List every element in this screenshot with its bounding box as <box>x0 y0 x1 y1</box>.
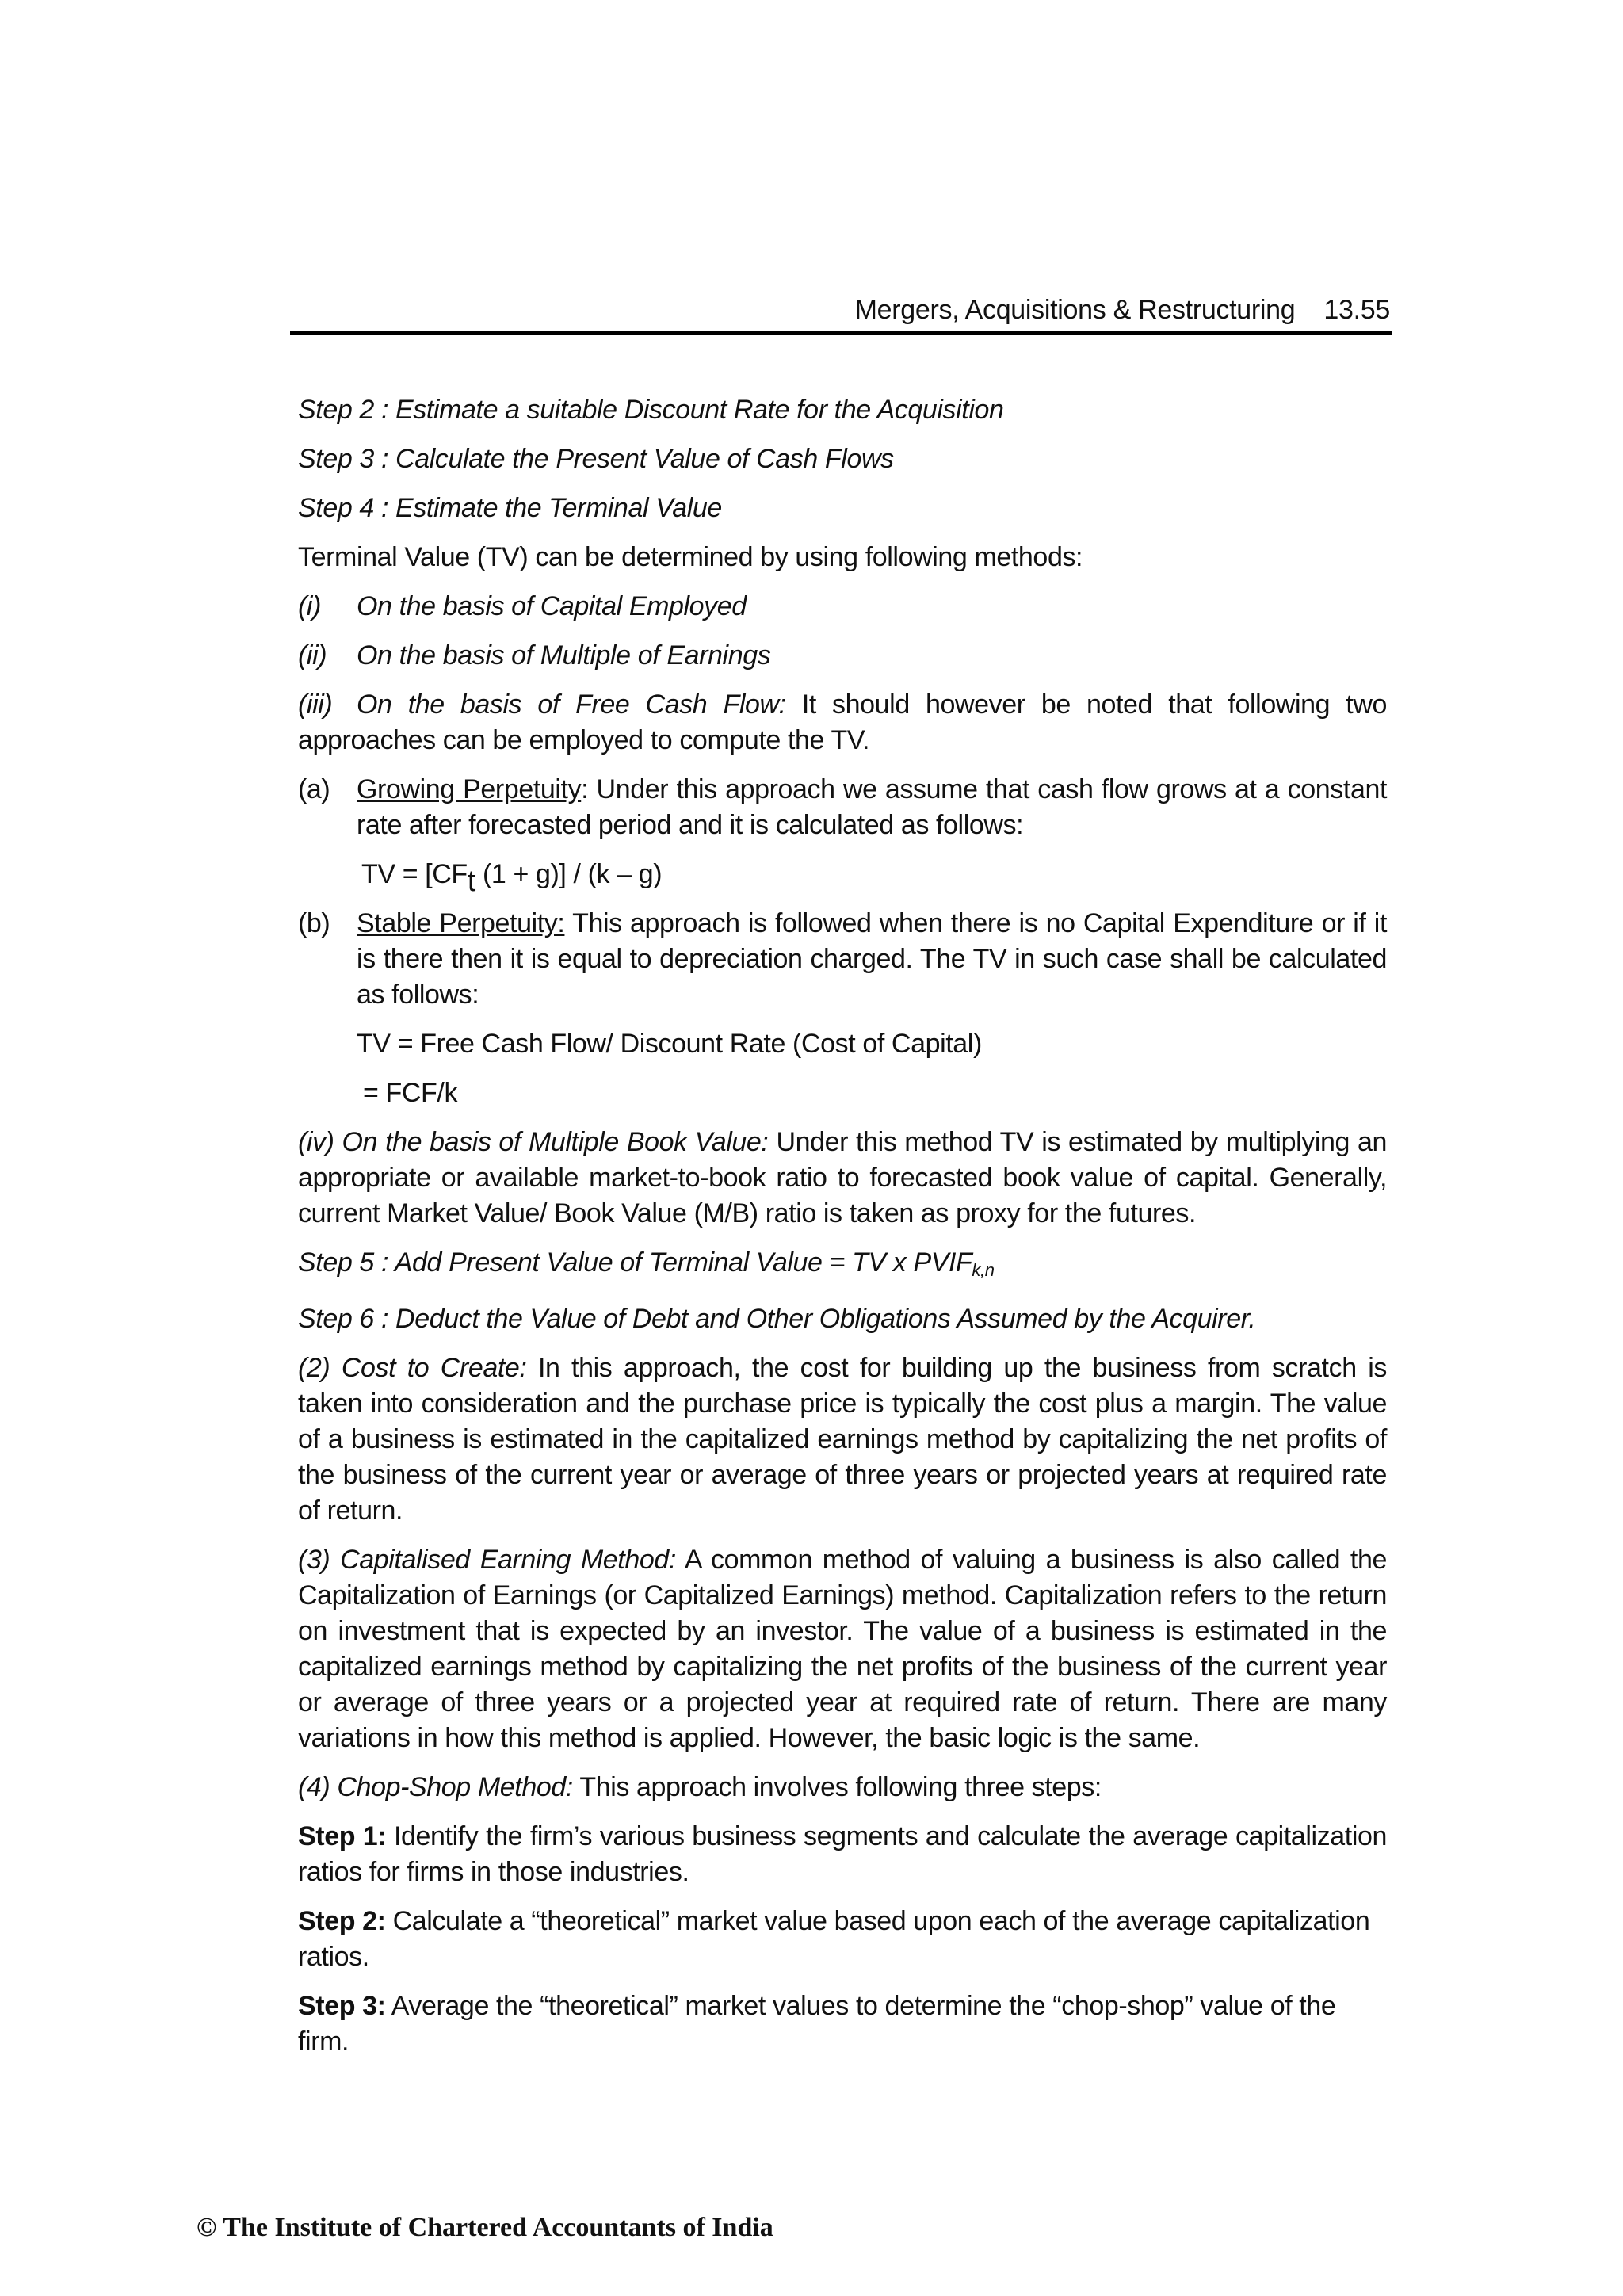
cost-to-create-paragraph: (2) Cost to Create: In this approach, the cost for building up the business from scratch is taken into consideration and the purchase price is typically the cost plus a margin. The value of a business is estimated in the capitalized earnings method by capitalizing the net profits of the business of the current year or average of three years or projected years at required rate of return. <box>298 1353 1387 1526</box>
growing-perpetuity-formula: TV = [CFt (1 + g)] / (k – g) <box>361 859 663 898</box>
copyright-footer: © The Institute of Chartered Accountants of India <box>197 2213 773 2242</box>
step-6-heading: Step 6 : Deduct the Value of Debt and Other Obligations Assumed by the Acquirer. <box>298 1304 1256 1334</box>
stable-perpetuity-item: (b) Stable Perpetuity: This approach is followed when there is no Capital Expenditure or if it is there then it is equal to depreciation charged. The TV in such case shall be calculated as follows: <box>298 906 1387 1013</box>
capitalised-earning-paragraph: (3) Capitalised Earning Method: A common method of valuing a business is also called the Capitalization of Earnings (or Capitalized Earnings) method. Capitalization refers to the return on investment that is expected by an investor. The value of a business is estimated in the capitalized earnings method by capitalizing the net profits of the business of the current year or average of three years or a projected year at required rate of return. There are many variations in how this method is applied. However, the basic logic is the same. <box>298 1545 1387 1753</box>
running-header <box>292 295 1390 326</box>
growing-perpetuity-item: (a) Growing Perpetuity: Under this approach we assume that cash flow grows at a constant rate after forecasted period and it is calculated as follows: <box>298 772 1387 843</box>
body-text <box>298 392 1387 2073</box>
growing-perpetuity-title: Growing Perpetuity <box>357 774 582 804</box>
step-5-heading: Step 5 : Add Present Value of Terminal Value = TV x $PVIF_{k,n}$ <box>298 1247 995 1280</box>
stable-perpetuity-formula-short: = FCF/k <box>363 1078 458 1108</box>
chop-shop-paragraph: (4) Chop-Shop Method: This approach involves following three steps: <box>298 1772 1102 1802</box>
method-free-cash-flow: (iii) On the basis of Free Cash Flow: It should however be noted that following two approaches can be employed to compute the TV. <box>298 690 1387 755</box>
method-capital-employed: (i) On the basis of Capital Employed <box>298 591 747 621</box>
chop-shop-step-2: Step 2: Calculate a “theoretical” market value based upon each of the average capitalization ratios. <box>298 1906 1370 1972</box>
chop-shop-step-1: Step 1: Identify the firm’s various business segments and calculate the average capitalization ratios for firms in those industries. <box>298 1821 1387 1887</box>
tv-intro: Terminal Value (TV) can be determined by using following methods: <box>298 542 1083 572</box>
method-multiple-earnings: (ii) On the basis of Multiple of Earnings <box>298 640 771 670</box>
stable-perpetuity-title: Stable Perpetuity: <box>357 908 565 938</box>
step-2-heading: Step 2 : Estimate a suitable Discount Rate for the Acquisition <box>298 395 1004 425</box>
header-rule <box>290 331 1392 335</box>
item-label-a: (a) <box>298 774 330 804</box>
header-title: Mergers, Acquisitions & Restructuring <box>854 295 1296 325</box>
stable-perpetuity-formula: TV = Free Cash Flow/ Discount Rate (Cost of Capital) <box>357 1029 982 1059</box>
item-label-b: (b) <box>298 908 330 938</box>
method-multiple-book-value: (iv) On the basis of Multiple Book Value: Under this method TV is estimated by multiplying an appropriate or available market-to-book ratio to forecasted book value of capital. Generally, current Market Value/ Book Value (M/B) ratio is taken as proxy for the futures. <box>298 1127 1387 1228</box>
page-number: 13.55 <box>1323 295 1390 325</box>
step-3-heading: Step 3 : Calculate the Present Value of Cash Flows <box>298 444 894 474</box>
step-4-heading: Step 4 : Estimate the Terminal Value <box>298 493 722 523</box>
chop-shop-step-3: Step 3: Average the “theoretical” market values to determine the “chop-shop” value of the firm. <box>298 1991 1336 2057</box>
